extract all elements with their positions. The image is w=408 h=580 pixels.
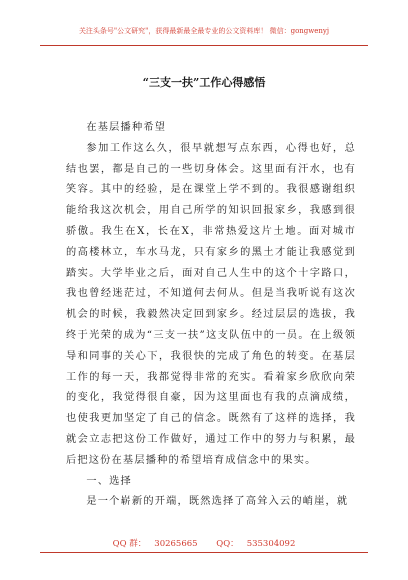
section-title: 在基层播种希望	[86, 122, 167, 133]
body-paragraph: 参加工作这么久，很早就想写点东西，心得也好，总结也罢，都是自己的一些切身体会。这里面有汗水，也有笑容。其中的经验，是在课堂上学不到的。我很感谢组织能给我这次机会，用自己所学的知识回报家乡，我感到很骄傲。我生在X，长在X，非常热爱这片土地。面对城市的高楼林立，车水马龙，只有家乡的黑土才能让我感觉到踏实。大学毕业之后，面对自己人生中的这个十字路口，我也曾经迷茫过，不知道何去何从。但是当我听说有这次机会的时候，我毅然决定回到家乡。经过层层的选拔，我终于光荣的成为“三支一扶”这支队伍中的一员。在上级领导和同事的关心下，我很快的完成了角色的转变。在基层工作的每一天，我都觉得非常的充实。看着家乡欣欣向荣的变化，我觉得很自豪，因为这里面也有我的点滴成绩，也使我更加坚定了自己的信念。既然有了这样的选择，我就会立志把这份工作做好，通过工作中的努力与积累，最后把这份在基层播种的希望培育成信念中的果实。	[66, 142, 356, 466]
qq-number: 535304092	[246, 539, 296, 549]
qq-group-label: QQ 群：	[112, 539, 147, 549]
header-notice: 关注头条号"公文研究"，获得最新最全最专业的公文资料库！ 微信：gongwenyj	[78, 27, 330, 35]
qq-label: QQ：	[216, 539, 239, 549]
qq-group-info	[109, 539, 202, 549]
footer-contact	[0, 537, 408, 549]
header-divider	[40, 45, 368, 46]
qq-info	[212, 539, 299, 549]
footer-divider	[40, 552, 368, 553]
subheading: 一、选择	[86, 475, 132, 487]
document-body	[66, 118, 356, 513]
qq-group-number: 30265665	[154, 539, 198, 549]
document-title: “三支一扶”工作心得感悟	[142, 76, 266, 89]
body-paragraph-partial: 是一个崭新的开端，既然选择了高耸入云的峭崖，就	[86, 496, 349, 508]
